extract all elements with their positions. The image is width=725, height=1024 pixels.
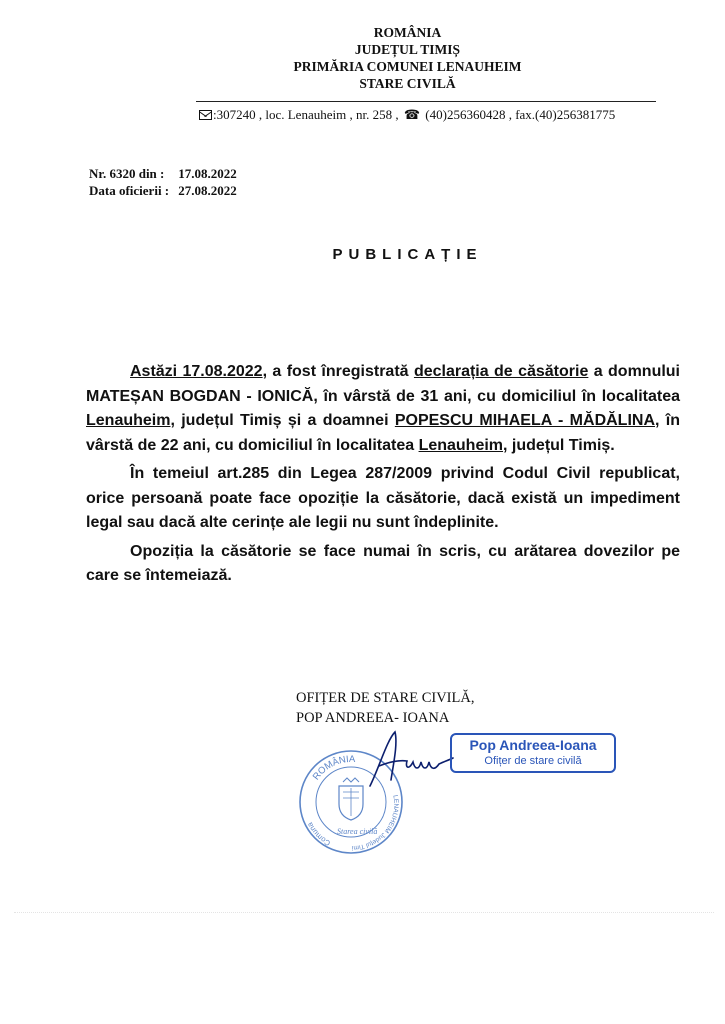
registration-number-label: Nr. 6320 din : [89,166,165,181]
contact-phone-fax: (40)256360428 , fax.(40)256381775 [422,107,616,123]
institution-header [0,24,725,92]
document-body [86,360,680,593]
text-fragment: , în vârstă de 22 ani, cu domiciliul în localitatea [86,412,681,454]
round-stamp-right-text: LENAUHEIM Județul Timi [351,794,400,852]
document-meta [89,165,237,199]
bride-name: POPESCU MIHAELA - MĂDĂLINA [394,412,656,429]
header-county: JUDEȚUL TIMIȘ [354,42,461,57]
round-stamp-center-text: Starea civilă [337,827,378,836]
scan-artifact-line [14,912,714,913]
document-title: PUBLICAȚIE [332,246,483,263]
text-fragment: , județul Timiș și a doamnei [170,412,395,429]
today-date: Astăzi 17.08.2022 [130,363,263,380]
name-stamp [450,733,616,773]
round-stamp-left-text: Comuna [305,820,332,848]
registration-number-date: 17.08.2022 [178,166,237,181]
groom-locality: Lenauheim [86,412,171,429]
header-divider [196,101,656,102]
registration-number-row [89,165,237,182]
text-fragment: a domnului MATEȘAN BOGDAN - IONICĂ, în vârstă de 31 ani, cu domiciliul în localitatea [86,363,681,405]
handwritten-signature [365,728,455,793]
header-country: ROMÂNIA [373,25,442,40]
round-stamp-top-text: ROMÂNIA [310,753,356,783]
envelope-icon [199,110,212,120]
ceremony-date-row [89,182,237,199]
name-stamp-role: Ofițer de stare civilă [484,755,582,767]
signatory-name: POP ANDREEA- IOANA [296,710,450,726]
telephone-icon: ☎ [403,107,421,123]
paragraph-opposition: Opoziția la căsătorie se face numai în scris, cu arătarea dovezilor pe care se întemeiază. [86,542,680,584]
text-fragment: , a fost înregistrată [262,363,414,380]
declaration-link-text: declarația de căsătorie [413,363,589,380]
contact-line [199,106,615,123]
coat-of-arms-icon [339,778,363,820]
paragraph-declaration [86,360,680,458]
name-stamp-name: Pop Andreea-Ioana [469,737,597,753]
signatory-role: OFIȚER DE STARE CIVILĂ, [296,690,475,706]
header-department: STARE CIVILĂ [359,76,456,91]
paragraph-legal-basis: În temeiul art.285 din Legea 287/2009 privind Codul Civil republicat, orice persoană poate face opoziție la căsătorie, dacă există un impediment legal sau dacă alte cerințe ale legii nu sunt îndeplinite. [86,465,680,531]
ceremony-date-label: Data oficierii : [89,183,170,198]
header-town-hall: PRIMĂRIA COMUNEI LENAUHEIM [293,59,522,74]
bride-locality: Lenauheim [418,436,504,454]
signature-block [296,688,474,728]
contact-address: :307240 , loc. Lenauheim , nr. 258 , [213,107,399,123]
text-fragment: , județul Timiș. [503,436,615,454]
ceremony-date-value: 27.08.2022 [178,183,237,198]
